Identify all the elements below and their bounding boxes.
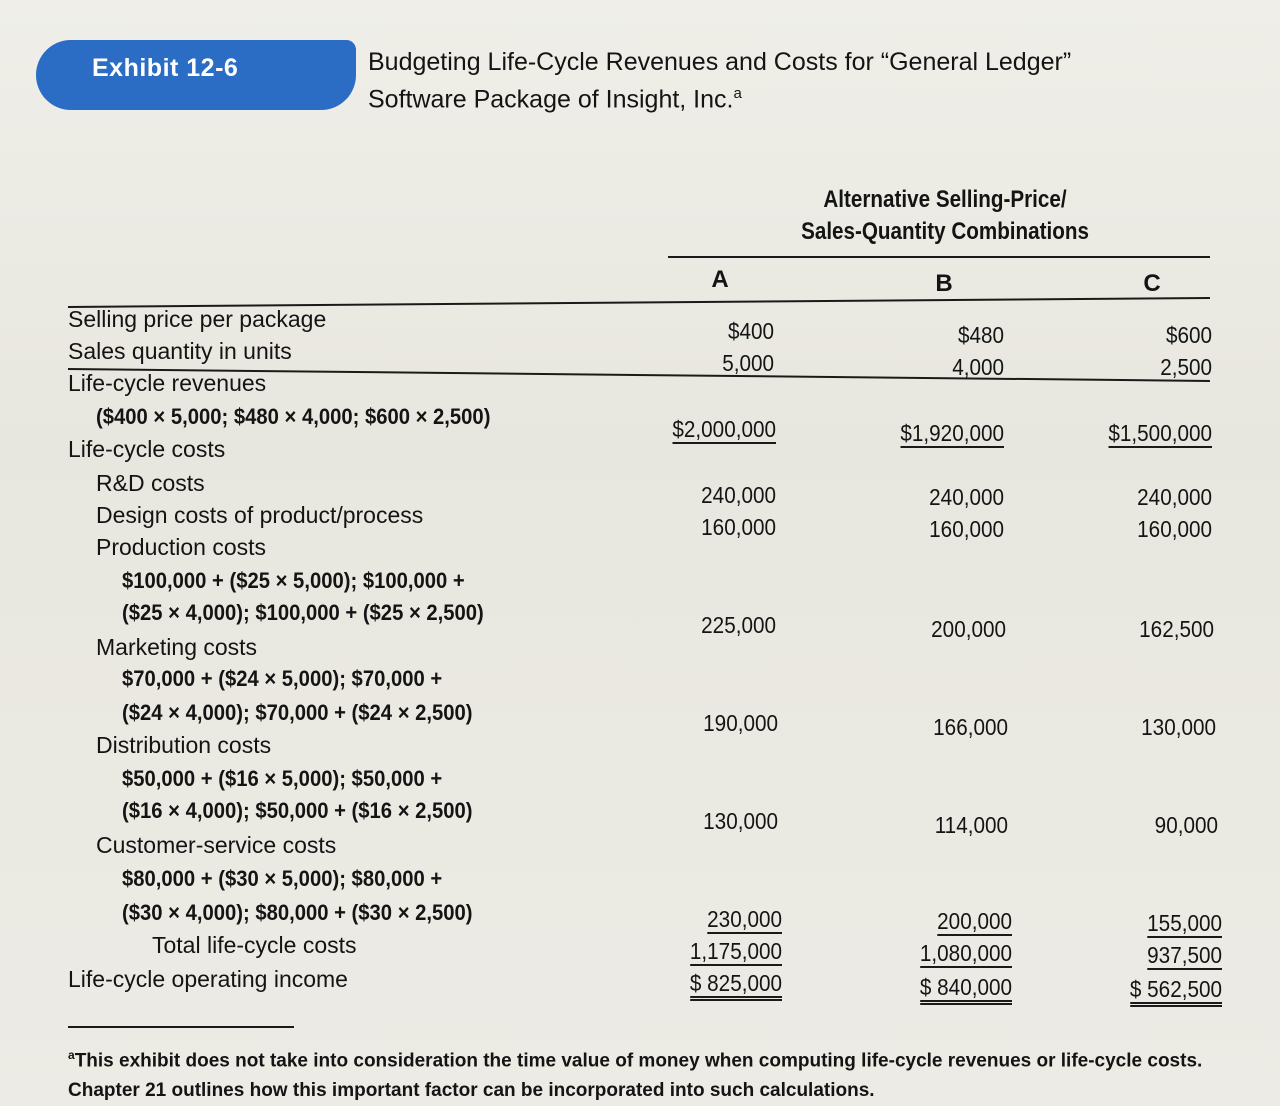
row-label-distribution-costs: Distribution costs bbox=[96, 732, 272, 758]
cell-rd-costs-c: 240,000 bbox=[1137, 484, 1212, 510]
cell-lifecycle-revenues-a: $2,000,000 bbox=[672, 416, 776, 442]
cell-production-costs-a: 225,000 bbox=[701, 612, 776, 638]
row-label-selling-price: Selling price per package bbox=[68, 306, 327, 332]
formula-customer-service-line-2: ($30 × 4,000); $80,000 + ($30 × 2,500) bbox=[122, 900, 473, 925]
row-label-production-costs: Production costs bbox=[96, 534, 267, 560]
row-label-lifecycle-revenues: Life-cycle revenues bbox=[68, 370, 267, 396]
title-line-2: Software Package of Insight, Inc.$^a$ bbox=[368, 85, 742, 114]
footnote bbox=[68, 1040, 1268, 1106]
formula-marketing-line-1: $70,000 + ($24 × 5,000); $70,000 + bbox=[122, 666, 443, 691]
cell-design-costs-c: 160,000 bbox=[1137, 516, 1212, 542]
cell-rd-costs-b: 240,000 bbox=[929, 484, 1004, 510]
formula-distribution-line-1: $50,000 + ($16 × 5,000); $50,000 + bbox=[122, 766, 443, 791]
cell-customer-service-costs-a: 230,000 bbox=[707, 906, 782, 932]
column-header-b: B bbox=[935, 270, 953, 297]
cell-total-costs-a: 1,175,000 bbox=[689, 938, 782, 964]
cell-operating-income-b: $ 840,000 bbox=[868, 972, 1012, 1002]
row-label-marketing-costs: Marketing costs bbox=[96, 634, 258, 660]
cell-rd-costs-a: 240,000 bbox=[701, 482, 776, 508]
formula-production-line-2: ($25 × 4,000); $100,000 + ($25 × 2,500) bbox=[122, 600, 484, 625]
row-label-total-costs: Total life-cycle costs bbox=[152, 932, 357, 958]
footnote-line-2: Chapter 21 outlines how this important factor can be incorporated into such calculations. bbox=[68, 1080, 875, 1102]
cell-customer-service-costs-c: 155,000 bbox=[1147, 910, 1222, 936]
formula-production-line-1: $100,000 + ($25 × 5,000); $100,000 + bbox=[122, 568, 465, 593]
row-label-design-costs: Design costs of product/process bbox=[96, 502, 424, 528]
cell-customer-service-costs-b: 200,000 bbox=[937, 908, 1012, 934]
cell-marketing-costs-b: 166,000 bbox=[933, 714, 1008, 740]
row-label-lifecycle-costs: Life-cycle costs bbox=[68, 436, 226, 462]
cell-lifecycle-revenues-c: $1,500,000 bbox=[1108, 420, 1212, 446]
footnote-line-1: $^a$This exhibit does not take into consideration the time value of money when computing life-cycle revenues or life-cycle costs. bbox=[68, 1048, 1203, 1072]
column-header-c: C bbox=[1143, 270, 1161, 297]
row-label-rd-costs: R&D costs bbox=[96, 470, 205, 496]
cell-marketing-costs-a: 190,000 bbox=[703, 710, 778, 736]
group-header-line-2: Sales-Quantity Combinations bbox=[801, 218, 1089, 245]
cell-selling-price-c: $600 bbox=[1165, 322, 1212, 348]
cell-distribution-costs-c: 90,000 bbox=[1154, 812, 1218, 838]
footnote-rule bbox=[68, 1026, 294, 1028]
exhibit-header bbox=[36, 36, 1256, 146]
row-label-sales-quantity: Sales quantity in units bbox=[68, 338, 292, 364]
cell-marketing-costs-c: 130,000 bbox=[1141, 714, 1216, 740]
formula-lifecycle-revenues: ($400 × 5,000; $480 × 4,000; $600 × 2,500) bbox=[96, 404, 491, 429]
cell-total-costs-b: 1,080,000 bbox=[919, 940, 1012, 966]
cell-design-costs-a: 160,000 bbox=[701, 514, 776, 540]
cell-operating-income-c: $ 562,500 bbox=[1078, 974, 1222, 1004]
cell-production-costs-b: 200,000 bbox=[931, 616, 1006, 642]
cell-sales-quantity-b: 4,000 bbox=[952, 354, 1004, 380]
row-label-operating-income: Life-cycle operating income bbox=[68, 966, 348, 992]
row-label-customer-service-costs: Customer-service costs bbox=[96, 832, 337, 858]
cell-production-costs-c: 162,500 bbox=[1139, 616, 1214, 642]
cell-design-costs-b: 160,000 bbox=[929, 516, 1004, 542]
cell-distribution-costs-a: 130,000 bbox=[703, 808, 778, 834]
cell-sales-quantity-c: 2,500 bbox=[1160, 354, 1212, 380]
cell-lifecycle-revenues-b: $1,920,000 bbox=[900, 420, 1004, 446]
exhibit-tab bbox=[36, 40, 356, 110]
group-header-line-1: Alternative Selling-Price/ bbox=[823, 186, 1067, 213]
group-header-rule bbox=[668, 256, 1210, 258]
column-group-header bbox=[717, 184, 1173, 248]
cell-selling-price-b: $480 bbox=[957, 322, 1004, 348]
formula-customer-service-line-1: $80,000 + ($30 × 5,000); $80,000 + bbox=[122, 866, 443, 891]
exhibit-title bbox=[368, 46, 1228, 115]
cell-sales-quantity-a: 5,000 bbox=[722, 350, 774, 376]
formula-distribution-line-2: ($16 × 4,000); $50,000 + ($16 × 2,500) bbox=[122, 798, 473, 823]
cell-distribution-costs-b: 114,000 bbox=[934, 812, 1008, 838]
exhibit-label: Exhibit 12-6 bbox=[92, 54, 239, 82]
footnote-marker: a bbox=[68, 1048, 75, 1062]
cell-selling-price-a: $400 bbox=[727, 318, 774, 344]
formula-marketing-line-2: ($24 × 4,000); $70,000 + ($24 × 2,500) bbox=[122, 700, 473, 725]
cell-total-costs-c: 937,500 bbox=[1147, 942, 1222, 968]
title-footnote-marker: a bbox=[733, 85, 742, 102]
cell-operating-income-a: $ 825,000 bbox=[638, 968, 782, 998]
column-header-a: A bbox=[711, 266, 729, 293]
title-line-1: Budgeting Life-Cycle Revenues and Costs for “General Ledger” bbox=[368, 48, 1072, 76]
